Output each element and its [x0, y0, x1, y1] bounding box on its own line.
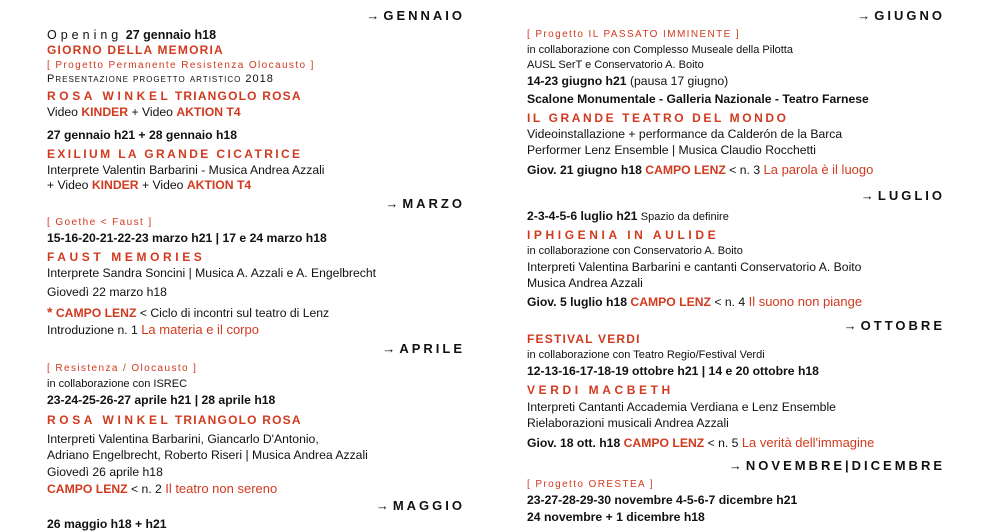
giugno-tag: [ Progetto IL PASSATO IMMINENTE ] — [527, 29, 741, 40]
opening-line: Opening 27 gennaio h18 — [47, 28, 217, 42]
aprile-interpreti-2: Adriano Engelbrecht, Roberto Riseri | Musica Andrea Azzali — [47, 448, 368, 462]
arrow-icon: → — [728, 458, 742, 473]
arrow-icon: → — [375, 498, 389, 513]
arrow-icon: → — [382, 341, 396, 356]
faust-title: FAUST MEMORIES — [47, 250, 206, 264]
aprile-giovedi: Giovedì 26 aprile h18 — [47, 465, 163, 479]
giugno-desc-2: Performer Lenz Ensemble | Musica Claudio Rocchetti — [527, 143, 817, 157]
aprile-campo-lenz: CAMPO LENZ < n. 2 Il teatro non sereno — [47, 481, 278, 496]
presentazione: Presentazione progetto artistico 2018 — [47, 73, 274, 85]
section-header-giugno: → GIUGNO — [857, 8, 945, 23]
aprile-tag: [ Resistenza / Olocausto ] — [47, 363, 198, 374]
giugno-dates: 14-23 giugno h21 (pausa 17 giugno) — [527, 74, 729, 88]
arrow-icon: → — [857, 8, 871, 23]
ottobre-collab: in collaborazione con Teatro Regio/Festival Verdi — [527, 349, 765, 361]
marzo-dates: 15-16-20-21-22-23 marzo h21 | 17 e 24 marzo h18 — [47, 231, 327, 245]
luglio-collab: in collaborazione con Conservatorio A. Boito — [527, 245, 743, 257]
novembre-dates-1: 23-27-28-29-30 novembre 4-5-6-7 dicembre h21 — [527, 493, 798, 507]
rosa-winkel-title: ROSA WINKEL TRIANGOLO ROSA — [47, 89, 302, 103]
luglio-campo-lenz: Giov. 5 luglio h18 CAMPO LENZ < n. 4 Il suono non piange — [527, 294, 863, 309]
section-header-gennaio: → GENNAIO — [366, 8, 465, 23]
luglio-interpreti: Interpreti Valentina Barbarini e cantanti Conservatorio A. Boito — [527, 260, 862, 274]
aprile-interpreti-1: Interpreti Valentina Barbarini, Giancarlo D'Antonio, — [47, 432, 319, 446]
verdi-macbeth-title: VERDI MACBETH — [527, 383, 674, 397]
exilium-title: EXILIUM LA GRANDE CICATRICE — [47, 147, 303, 161]
arrow-icon: → — [860, 188, 874, 203]
luglio-musica: Musica Andrea Azzali — [527, 276, 643, 290]
giugno-collab-2: AUSL SerT e Conservatorio A. Boito — [527, 59, 704, 71]
iphigenia-title: IPHIGENIA IN AULIDE — [527, 228, 720, 242]
section-header-novembre-dicembre: → NOVEMBRE|DICEMBRE — [728, 458, 945, 473]
introduzione: Introduzione n. 1 La materia e il corpo — [47, 322, 259, 337]
arrow-icon: → — [366, 8, 380, 23]
novembre-dates-2: 24 novembre + 1 dicembre h18 — [527, 510, 705, 524]
festival-verdi: FESTIVAL VERDI — [527, 332, 641, 346]
maggio-partial: 26 maggio h18 + h21 — [47, 517, 167, 531]
ottobre-campo-lenz: Giov. 18 ott. h18 CAMPO LENZ < n. 5 La verità dell'immagine — [527, 435, 875, 450]
aprile-dates: 23-24-25-26-27 aprile h21 | 28 aprile h18 — [47, 393, 276, 407]
arrow-icon: → — [843, 318, 857, 333]
giugno-campo-lenz: Giov. 21 giugno h18 CAMPO LENZ < n. 3 La parola è il luogo — [527, 162, 874, 177]
marzo-tag: [ Goethe < Faust ] — [47, 217, 153, 228]
ottobre-dates: 12-13-16-17-18-19 ottobre h21 | 14 e 20 ottobre h18 — [527, 364, 819, 378]
ottobre-rielab: Rielaborazioni musicali Andrea Azzali — [527, 416, 729, 430]
marzo-interprete: Interprete Sandra Soncini | Musica A. Azzali e A. Engelbrecht — [47, 266, 377, 280]
section-header-maggio: → MAGGIO — [375, 498, 465, 513]
section-header-ottobre: → OTTOBRE — [843, 318, 945, 333]
video-line-2: + Video KINDER + Video AKTION T4 — [47, 178, 252, 192]
aprile-rosa-title: ROSA WINKEL TRIANGOLO ROSA — [47, 413, 302, 427]
ottobre-interpreti: Interpreti Cantanti Accademia Verdiana e Lenz Ensemble — [527, 400, 836, 414]
giorno-memoria: GIORNO DELLA MEMORIA — [47, 43, 224, 57]
arrow-icon: → — [385, 196, 399, 211]
luglio-dates: 2-3-4-5-6 luglio h21 Spazio da definire — [527, 209, 729, 223]
marzo-giovedi: Giovedì 22 marzo h18 — [47, 285, 167, 299]
giugno-venue: Scalone Monumentale - Galleria Nazionale - Teatro Farnese — [527, 92, 869, 106]
campo-lenz-ciclo: * CAMPO LENZ < Ciclo di incontri sul teatro di Lenz — [47, 304, 330, 320]
section-header-marzo: → MARZO — [385, 196, 465, 211]
progetto-tag: [ Progetto Permanente Resistenza Olocausto ] — [47, 60, 315, 71]
grande-teatro-title: IL GRANDE TEATRO DEL MONDO — [527, 111, 789, 125]
giugno-collab-1: in collaborazione con Complesso Museale della Pilotta — [527, 44, 793, 56]
interprete-gennaio: Interprete Valentin Barbarini - Musica Andrea Azzali — [47, 163, 325, 177]
section-header-aprile: → APRILE — [382, 341, 465, 356]
orestea-tag: [ Progetto ORESTEA ] — [527, 479, 654, 490]
dates-gennaio-2: 27 gennaio h21 + 28 gennaio h18 — [47, 128, 237, 142]
giugno-desc-1: Videoinstallazione + performance da Calderón de la Barca — [527, 127, 843, 141]
section-header-luglio: → LUGLIO — [860, 188, 945, 203]
video-line-1: Video KINDER + Video AKTION T4 — [47, 105, 241, 119]
aprile-collab: in collaborazione con ISREC — [47, 378, 188, 390]
